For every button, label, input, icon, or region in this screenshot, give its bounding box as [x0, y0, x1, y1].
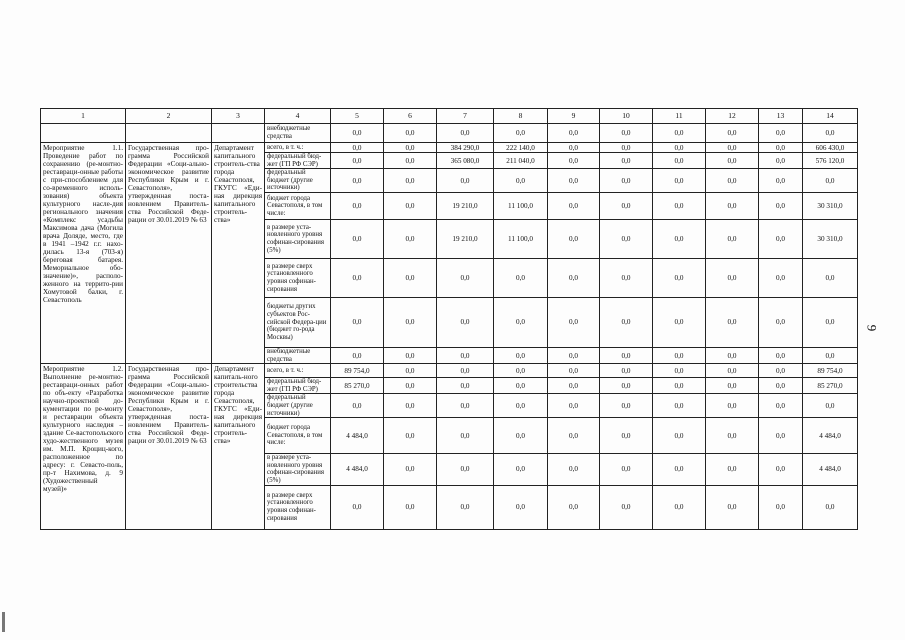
value-cell: 0,0 — [706, 153, 759, 169]
value-cell: 89 754,0 — [803, 364, 858, 378]
value-cell: 0,0 — [437, 169, 494, 193]
funding-source: в размере уста-новленного уровня софинан-сирования (5%) — [265, 219, 331, 258]
value-cell: 0,0 — [803, 169, 858, 193]
value-cell: 0,0 — [653, 364, 706, 378]
value-cell: 0,0 — [600, 378, 653, 394]
value-cell: 0,0 — [384, 153, 437, 169]
value-cell: 0,0 — [494, 394, 548, 418]
value-cell: 30 310,0 — [803, 192, 858, 219]
value-cell: 0,0 — [653, 143, 706, 153]
value-cell: 0,0 — [494, 124, 548, 143]
value-cell: 0,0 — [384, 418, 437, 454]
value-cell: 0,0 — [494, 454, 548, 485]
value-cell: 0,0 — [600, 347, 653, 363]
value-cell: 0,0 — [706, 485, 759, 529]
value-cell: 0,0 — [384, 297, 437, 347]
funding-source: бюджеты других субъектов Рос-сийской Федера-ции (бюджет го-рода Москвы) — [265, 297, 331, 347]
value-cell: 0,0 — [331, 297, 384, 347]
value-cell: 0,0 — [600, 153, 653, 169]
value-cell: 0,0 — [437, 297, 494, 347]
column-header: 14 — [803, 109, 858, 124]
value-cell: 0,0 — [653, 124, 706, 143]
funding-source: всего, в т. ч.: — [265, 143, 331, 153]
value-cell: 0,0 — [759, 297, 803, 347]
value-cell: 19 210,0 — [437, 219, 494, 258]
column-header: 12 — [706, 109, 759, 124]
value-cell: 85 270,0 — [331, 378, 384, 394]
value-cell: 0,0 — [600, 192, 653, 219]
value-cell: 0,0 — [600, 364, 653, 378]
value-cell: 0,0 — [759, 169, 803, 193]
budget-table — [40, 108, 858, 530]
empty-cell — [212, 124, 265, 143]
funding-source: федеральный бюд-жет (ГП РФ СЭР) — [265, 378, 331, 394]
table-body — [41, 109, 858, 530]
value-cell: 0,0 — [653, 418, 706, 454]
value-cell: 0,0 — [706, 418, 759, 454]
value-cell: 0,0 — [384, 454, 437, 485]
value-cell: 0,0 — [331, 485, 384, 529]
value-cell: 0,0 — [384, 192, 437, 219]
value-cell: 0,0 — [803, 347, 858, 363]
column-header: 2 — [126, 109, 212, 124]
value-cell: 0,0 — [494, 418, 548, 454]
value-cell: 19 210,0 — [437, 192, 494, 219]
value-cell: 606 430,0 — [803, 143, 858, 153]
value-cell: 0,0 — [653, 454, 706, 485]
value-cell: 0,0 — [384, 169, 437, 193]
funding-source: всего, в т. ч.: — [265, 364, 331, 378]
executor-name: Департамент капиталь-ного строительства города Севастополя, ГКУГС «Еди-ная дирекция капитального строитель-ства» — [212, 364, 265, 529]
value-cell: 0,0 — [600, 418, 653, 454]
column-header: 13 — [759, 109, 803, 124]
value-cell: 0,0 — [600, 143, 653, 153]
value-cell: 0,0 — [759, 153, 803, 169]
funding-source: федеральный бюджет (другие источники) — [265, 394, 331, 418]
carryover-row — [41, 124, 858, 143]
value-cell: 0,0 — [653, 347, 706, 363]
value-cell: 0,0 — [384, 258, 437, 297]
value-cell: 0,0 — [600, 258, 653, 297]
value-cell: 0,0 — [437, 485, 494, 529]
value-cell: 0,0 — [437, 258, 494, 297]
value-cell: 0,0 — [706, 297, 759, 347]
value-cell: 0,0 — [494, 485, 548, 529]
value-cell: 11 100,0 — [494, 219, 548, 258]
value-cell: 0,0 — [803, 297, 858, 347]
value-cell: 0,0 — [437, 454, 494, 485]
value-cell: 0,0 — [494, 378, 548, 394]
value-cell: 0,0 — [331, 143, 384, 153]
value-cell: 365 080,0 — [437, 153, 494, 169]
value-cell: 0,0 — [331, 192, 384, 219]
value-cell: 211 040,0 — [494, 153, 548, 169]
column-header: 8 — [494, 109, 548, 124]
page-number: 9 — [864, 324, 880, 332]
value-cell: 11 100,0 — [494, 192, 548, 219]
value-cell: 0,0 — [706, 378, 759, 394]
column-header: 9 — [548, 109, 600, 124]
value-cell: 0,0 — [548, 143, 600, 153]
value-cell: 0,0 — [600, 219, 653, 258]
value-cell: 0,0 — [548, 124, 600, 143]
value-cell: 0,0 — [653, 297, 706, 347]
column-header: 4 — [265, 109, 331, 124]
value-cell: 0,0 — [803, 485, 858, 529]
value-cell: 0,0 — [548, 258, 600, 297]
value-cell: 0,0 — [548, 378, 600, 394]
value-cell: 0,0 — [437, 124, 494, 143]
value-cell: 0,0 — [653, 169, 706, 193]
value-cell: 0,0 — [706, 124, 759, 143]
column-header: 6 — [384, 109, 437, 124]
value-cell: 0,0 — [331, 153, 384, 169]
value-cell: 0,0 — [803, 394, 858, 418]
value-cell: 576 120,0 — [803, 153, 858, 169]
funding-source: в размере сверх установленного уровня софинан-сирования — [265, 258, 331, 297]
value-cell: 30 310,0 — [803, 219, 858, 258]
value-cell: 0,0 — [759, 124, 803, 143]
value-cell: 0,0 — [384, 219, 437, 258]
value-cell: 0,0 — [759, 378, 803, 394]
value-cell: 0,0 — [437, 347, 494, 363]
value-cell: 0,0 — [706, 143, 759, 153]
value-cell: 0,0 — [548, 153, 600, 169]
value-cell: 0,0 — [803, 124, 858, 143]
value-cell: 0,0 — [331, 169, 384, 193]
funding-source: бюджет города Севастополя, в том числе: — [265, 418, 331, 454]
value-cell: 0,0 — [384, 394, 437, 418]
value-cell: 0,0 — [653, 378, 706, 394]
value-cell: 0,0 — [759, 394, 803, 418]
column-header: 5 — [331, 109, 384, 124]
value-cell: 0,0 — [600, 169, 653, 193]
program-name: Государственная про-грамма Российской Федерации «Соци-ально-экономическое развитие Республики Крым и г. Севастополя», утвержденная поста-новлением Правитель-ства Российской Феде-рации от 30.01.2019 № 63 — [126, 143, 212, 364]
value-cell: 0,0 — [706, 192, 759, 219]
program-name: Государственная про-грамма Российской Федерации «Соци-ально-экономическое развитие Республики Крым и г. Севастополя», утвержденная поста-новлением Правитель-ства Российской Феде-рации от 30.01.2019 № 63 — [126, 364, 212, 529]
value-cell: 0,0 — [759, 485, 803, 529]
column-header: 3 — [212, 109, 265, 124]
value-cell: 0,0 — [437, 378, 494, 394]
value-cell: 85 270,0 — [803, 378, 858, 394]
value-cell: 0,0 — [706, 364, 759, 378]
value-cell: 0,0 — [759, 258, 803, 297]
funding-source: внебюджетные средства — [265, 124, 331, 143]
empty-cell — [126, 124, 212, 143]
value-cell: 0,0 — [653, 485, 706, 529]
value-cell: 0,0 — [494, 169, 548, 193]
value-cell: 4 484,0 — [803, 454, 858, 485]
funding-source: в размере уста-новленного уровня софинан-сирования (5%) — [265, 454, 331, 485]
value-cell: 0,0 — [548, 485, 600, 529]
value-cell: 0,0 — [437, 418, 494, 454]
funding-source: бюджет города Севастополя, в том числе: — [265, 192, 331, 219]
value-cell: 0,0 — [600, 297, 653, 347]
value-cell: 0,0 — [331, 219, 384, 258]
value-cell: 0,0 — [548, 219, 600, 258]
value-cell: 0,0 — [759, 454, 803, 485]
funding-source: внебюджетные средства — [265, 347, 331, 363]
value-cell: 0,0 — [653, 153, 706, 169]
value-cell: 0,0 — [653, 192, 706, 219]
value-cell: 0,0 — [803, 258, 858, 297]
value-cell: 0,0 — [600, 485, 653, 529]
column-header: 11 — [653, 109, 706, 124]
funding-source: федеральный бюджет (другие источники) — [265, 169, 331, 193]
column-header: 1 — [41, 109, 126, 124]
value-cell: 0,0 — [494, 347, 548, 363]
value-cell: 0,0 — [600, 394, 653, 418]
value-cell: 0,0 — [706, 169, 759, 193]
value-cell: 0,0 — [331, 124, 384, 143]
value-cell: 89 754,0 — [331, 364, 384, 378]
measure-name: Мероприятие 1.1. Проведение работ по сохранению (ре-монтно-реставраци-онные работы с при-способлением для со-временного исполь-зования) объекта культурного насле-дия регионального значения «Комплекс усадьбы Максимова дача (Могила врача Доляде, место, где в 1941 –1942 г.г. нахо-дилась 13-я (703-я) береговая батарея. Мемориальное обо-значение)», располо-женного на террито-рии Хомутовой балки, г. Севастополь — [41, 143, 126, 364]
value-cell: 0,0 — [437, 364, 494, 378]
value-cell: 0,0 — [331, 258, 384, 297]
value-cell: 0,0 — [384, 143, 437, 153]
value-cell: 0,0 — [548, 364, 600, 378]
value-cell: 4 484,0 — [331, 418, 384, 454]
value-cell: 0,0 — [494, 364, 548, 378]
value-cell: 0,0 — [759, 364, 803, 378]
value-cell: 0,0 — [759, 143, 803, 153]
value-cell: 0,0 — [331, 394, 384, 418]
table-row — [41, 364, 858, 378]
value-cell: 0,0 — [600, 124, 653, 143]
value-cell: 0,0 — [600, 454, 653, 485]
value-cell: 0,0 — [706, 258, 759, 297]
value-cell: 0,0 — [653, 258, 706, 297]
value-cell: 222 140,0 — [494, 143, 548, 153]
value-cell: 0,0 — [548, 454, 600, 485]
column-header: 10 — [600, 109, 653, 124]
value-cell: 0,0 — [548, 297, 600, 347]
value-cell: 4 484,0 — [803, 418, 858, 454]
column-number-row — [41, 109, 858, 124]
table-row — [41, 143, 858, 153]
value-cell: 0,0 — [759, 192, 803, 219]
value-cell: 0,0 — [384, 124, 437, 143]
value-cell: 0,0 — [437, 394, 494, 418]
value-cell: 0,0 — [548, 192, 600, 219]
funding-source: федеральный бюд-жет (ГП РФ СЭР) — [265, 153, 331, 169]
value-cell: 0,0 — [706, 454, 759, 485]
value-cell: 0,0 — [384, 347, 437, 363]
value-cell: 0,0 — [548, 169, 600, 193]
scan-edge-mark — [2, 612, 5, 632]
value-cell: 0,0 — [759, 418, 803, 454]
value-cell: 0,0 — [706, 347, 759, 363]
value-cell: 0,0 — [384, 378, 437, 394]
value-cell: 0,0 — [548, 347, 600, 363]
value-cell: 0,0 — [494, 297, 548, 347]
executor-name: Департамент капитального строитель-ства города Севастополя, ГКУГС «Еди-ная дирекция капитального строитель-ства» — [212, 143, 265, 364]
value-cell: 0,0 — [384, 364, 437, 378]
value-cell: 0,0 — [653, 219, 706, 258]
value-cell: 0,0 — [706, 394, 759, 418]
empty-cell — [41, 124, 126, 143]
value-cell: 0,0 — [759, 219, 803, 258]
value-cell: 0,0 — [331, 347, 384, 363]
value-cell: 0,0 — [653, 394, 706, 418]
value-cell: 384 290,0 — [437, 143, 494, 153]
value-cell: 4 484,0 — [331, 454, 384, 485]
value-cell: 0,0 — [384, 485, 437, 529]
value-cell: 0,0 — [706, 219, 759, 258]
value-cell: 0,0 — [759, 347, 803, 363]
funding-source: в размере сверх установленного уровня софинан-сирования — [265, 485, 331, 529]
value-cell: 0,0 — [494, 258, 548, 297]
column-header: 7 — [437, 109, 494, 124]
value-cell: 0,0 — [548, 418, 600, 454]
value-cell: 0,0 — [548, 394, 600, 418]
measure-name: Мероприятие 1.2. Выполнение ре-монтно-реставраци-онных работ по объ-екту «Разработка научно-проектной до-кументации по ре-монту и реставрации объекта культурного наследия – здание Се-вастопольского худо-жественного музея им. М.П. Кроциц-кого, расположенное по адресу: г. Севасто-поль, пр-т Нахимова, д. 9 (Художественный музей)» — [41, 364, 126, 529]
